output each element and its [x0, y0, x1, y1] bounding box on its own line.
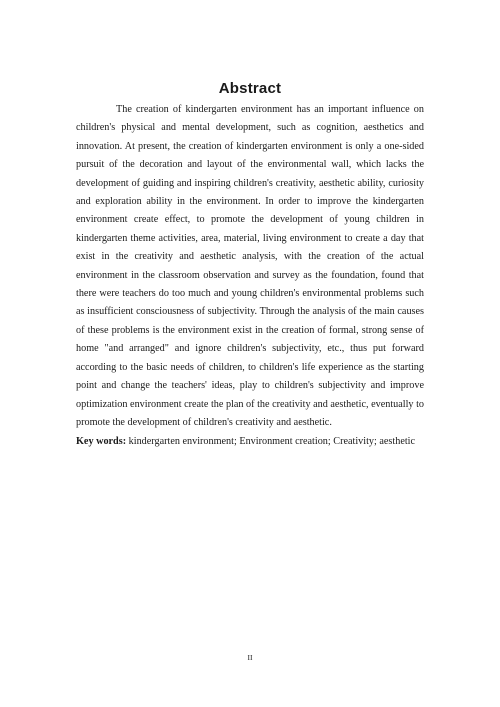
page-number: II	[247, 653, 253, 662]
keywords-label: Key words:	[76, 436, 127, 447]
keywords-line	[76, 434, 424, 450]
abstract-title: Abstract	[218, 80, 282, 97]
keywords-text: kindergarten environment; Environment creation; Creativity; aesthetic	[126, 436, 416, 447]
abstract-body: The creation of kindergarten environment has an important influence on children's physical and mental development, such as cognition, aesthetics and innovation. At present, the creation of kindergarten environment is only a one-sided pursuit of the decoration and layout of the environmental wall, which lacks the development of guiding and inspiring children's creativity, aesthetic ability, curiosity and exploration ability in the environment. In order to improve the kindergarten environment create effect, to promote the development of young children in kindergarten theme activities, area, material, living environment to create a day that exist in the creativity and aesthetic analysis, with the creation of the actual environment in the classroom observation and survey as the foundation, found that there were teachers do too much and young children's environmental problems such as insufficient consciousness of subjectivity. Through the analysis of the main causes of these problems is the environment exist in the creation of formal, strong sense of home "and arranged" and ignore children's subjectivity, etc., thus put forward according to the basic needs of children, to children's life experience as the starting point and change the teachers' ideas, play to children's subjectivity and improve optimization environment create the plan of the creativity and aesthetic, eventually to promote the development of children's creativity and aesthetic.	[76, 104, 424, 428]
